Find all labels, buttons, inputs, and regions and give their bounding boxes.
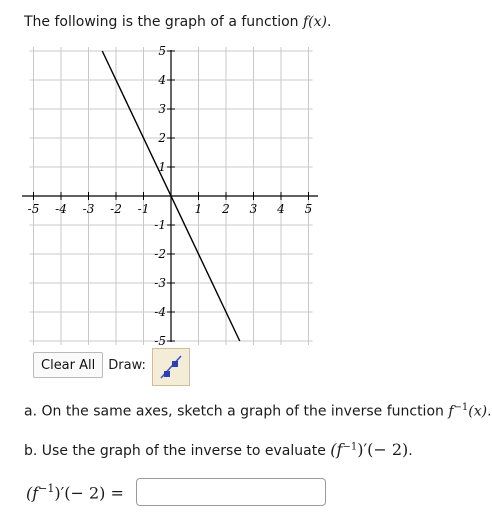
x-tick-label: 5 xyxy=(304,202,313,216)
clear-all-button[interactable]: Clear All xyxy=(33,352,103,378)
answer-input[interactable] xyxy=(136,478,326,506)
draw-label: Draw: xyxy=(108,357,146,373)
answer-row xyxy=(26,478,326,506)
y-tick-label: -3 xyxy=(154,276,166,290)
question-b-rest: )′(− 2) xyxy=(357,440,409,459)
answer-expr-rest: )′(− 2) = xyxy=(54,483,124,503)
y-tick-label: -4 xyxy=(154,305,166,319)
line-tool-icon xyxy=(153,349,189,385)
question-a-arg: (x) xyxy=(468,403,488,420)
question-a-text: a. On the same axes, sketch a graph of the inverse function xyxy=(24,403,449,420)
x-tick-label: 3 xyxy=(249,202,258,216)
x-tick-label: 1 xyxy=(194,202,203,216)
question-a-end: . xyxy=(487,403,492,420)
x-tick-label: -2 xyxy=(110,202,122,216)
y-tick-label: 4 xyxy=(158,73,166,87)
y-tick-label: 2 xyxy=(158,131,166,145)
x-tick-label: -4 xyxy=(55,202,67,216)
y-tick-label: 5 xyxy=(158,44,166,58)
question-a-sup: −1 xyxy=(453,402,469,413)
question-a xyxy=(24,402,492,420)
question-a-f: f xyxy=(448,403,454,420)
y-tick-label: -1 xyxy=(154,218,166,232)
x-tick-label: -5 xyxy=(27,202,40,216)
answer-expression xyxy=(26,482,124,502)
x-tick-label: -1 xyxy=(137,202,150,216)
question-b-end: . xyxy=(408,443,413,459)
y-tick-label: -2 xyxy=(154,247,166,261)
x-tick-label: -3 xyxy=(82,202,95,216)
intro-sentence: The following is the graph of a function xyxy=(24,14,303,30)
question-b-expr: (f xyxy=(330,440,343,459)
function-graph[interactable] xyxy=(22,44,318,348)
y-tick-label: 3 xyxy=(158,102,166,116)
x-tick-label: 4 xyxy=(277,202,285,216)
question-b-text: b. Use the graph of the inverse to evaluate xyxy=(24,443,331,459)
intro-function: f(x) xyxy=(302,14,327,30)
y-tick-label: -5 xyxy=(154,334,166,348)
axes xyxy=(22,50,318,342)
intro-text xyxy=(24,14,331,30)
line-tool-button[interactable] xyxy=(152,348,190,386)
answer-expr-sup: −1 xyxy=(38,481,55,495)
question-b-sup: −1 xyxy=(342,441,358,453)
y-tick-label: 1 xyxy=(158,160,166,174)
answer-expr-open: (f xyxy=(26,483,39,503)
intro-period: . xyxy=(327,14,332,30)
drawing-toolbar xyxy=(33,350,190,380)
question-b xyxy=(24,440,413,459)
x-tick-label: 2 xyxy=(222,202,230,216)
